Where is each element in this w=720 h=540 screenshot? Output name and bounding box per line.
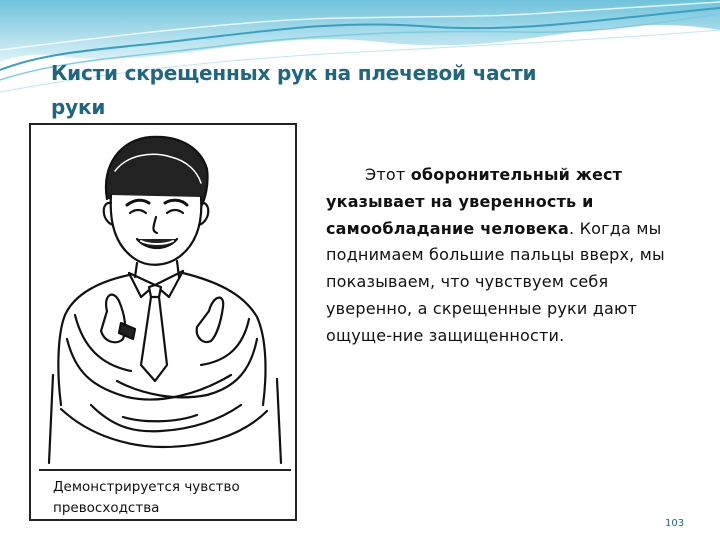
- man-crossed-arms-illustration: [31, 125, 295, 465]
- page-number: 103: [665, 518, 685, 529]
- figure-caption: Демонстрируется чувство превосходства: [53, 479, 240, 516]
- body-emphasis: оборонительный жест указывает на уверенность и самообладание человека: [326, 165, 623, 238]
- illustration-frame: [29, 123, 297, 521]
- body-lead: Этот: [365, 165, 411, 184]
- body-emphasis-end: .: [569, 218, 575, 238]
- slide-title: Кисти скрещенных рук на плечевой части руки: [51, 61, 537, 119]
- figure-divider: [39, 469, 291, 471]
- body-paragraph: [326, 162, 698, 350]
- body-rest: Когда мы поднимаем большие пальцы вверх, мы показываем, что чувствуем себя уверенно, а скрещенные руки дают ощуще-ние защищенности.: [326, 218, 665, 345]
